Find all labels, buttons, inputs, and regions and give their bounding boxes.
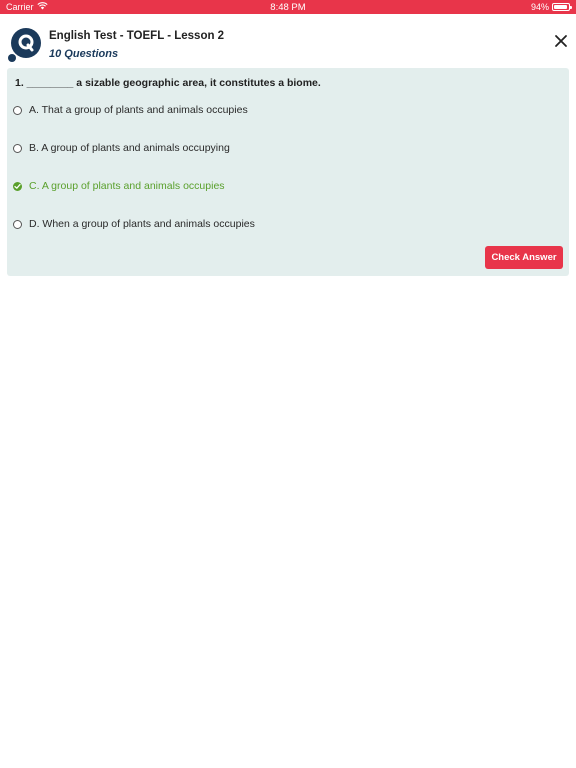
- wifi-icon: [37, 2, 48, 12]
- status-bar: [0, 0, 576, 14]
- option-a[interactable]: [13, 102, 248, 118]
- option-label: D. When a group of plants and animals occupies: [29, 218, 255, 230]
- close-icon: [550, 30, 572, 52]
- status-time: 8:48 PM: [270, 1, 306, 13]
- battery-icon: [552, 3, 570, 11]
- close-button[interactable]: [550, 30, 572, 52]
- option-b[interactable]: [13, 140, 230, 156]
- option-label: B. A group of plants and animals occupying: [29, 142, 230, 154]
- battery-fill: [554, 5, 567, 9]
- carrier-label: Carrier: [6, 2, 34, 12]
- battery-percent: 94%: [530, 2, 549, 12]
- check-circle-icon: [13, 182, 22, 191]
- option-d[interactable]: [13, 216, 255, 232]
- question-text: 1. ________ a sizable geographic area, it constitutes a biome.: [15, 77, 321, 89]
- option-label: C. A group of plants and animals occupies: [29, 180, 225, 192]
- question-count: 10 Questions: [49, 48, 119, 60]
- radio-icon: [13, 144, 22, 153]
- status-right: [531, 2, 570, 12]
- radio-icon: [13, 220, 22, 229]
- option-label: A. That a group of plants and animals occupies: [29, 104, 248, 116]
- q-logo-icon: [7, 27, 43, 63]
- question-card: [7, 68, 569, 276]
- check-answer-button[interactable]: Check Answer: [485, 246, 563, 269]
- page-title: English Test - TOEFL - Lesson 2: [49, 30, 225, 42]
- option-c[interactable]: [13, 178, 225, 194]
- header: [0, 14, 576, 68]
- radio-icon: [13, 106, 22, 115]
- status-left: [6, 2, 48, 12]
